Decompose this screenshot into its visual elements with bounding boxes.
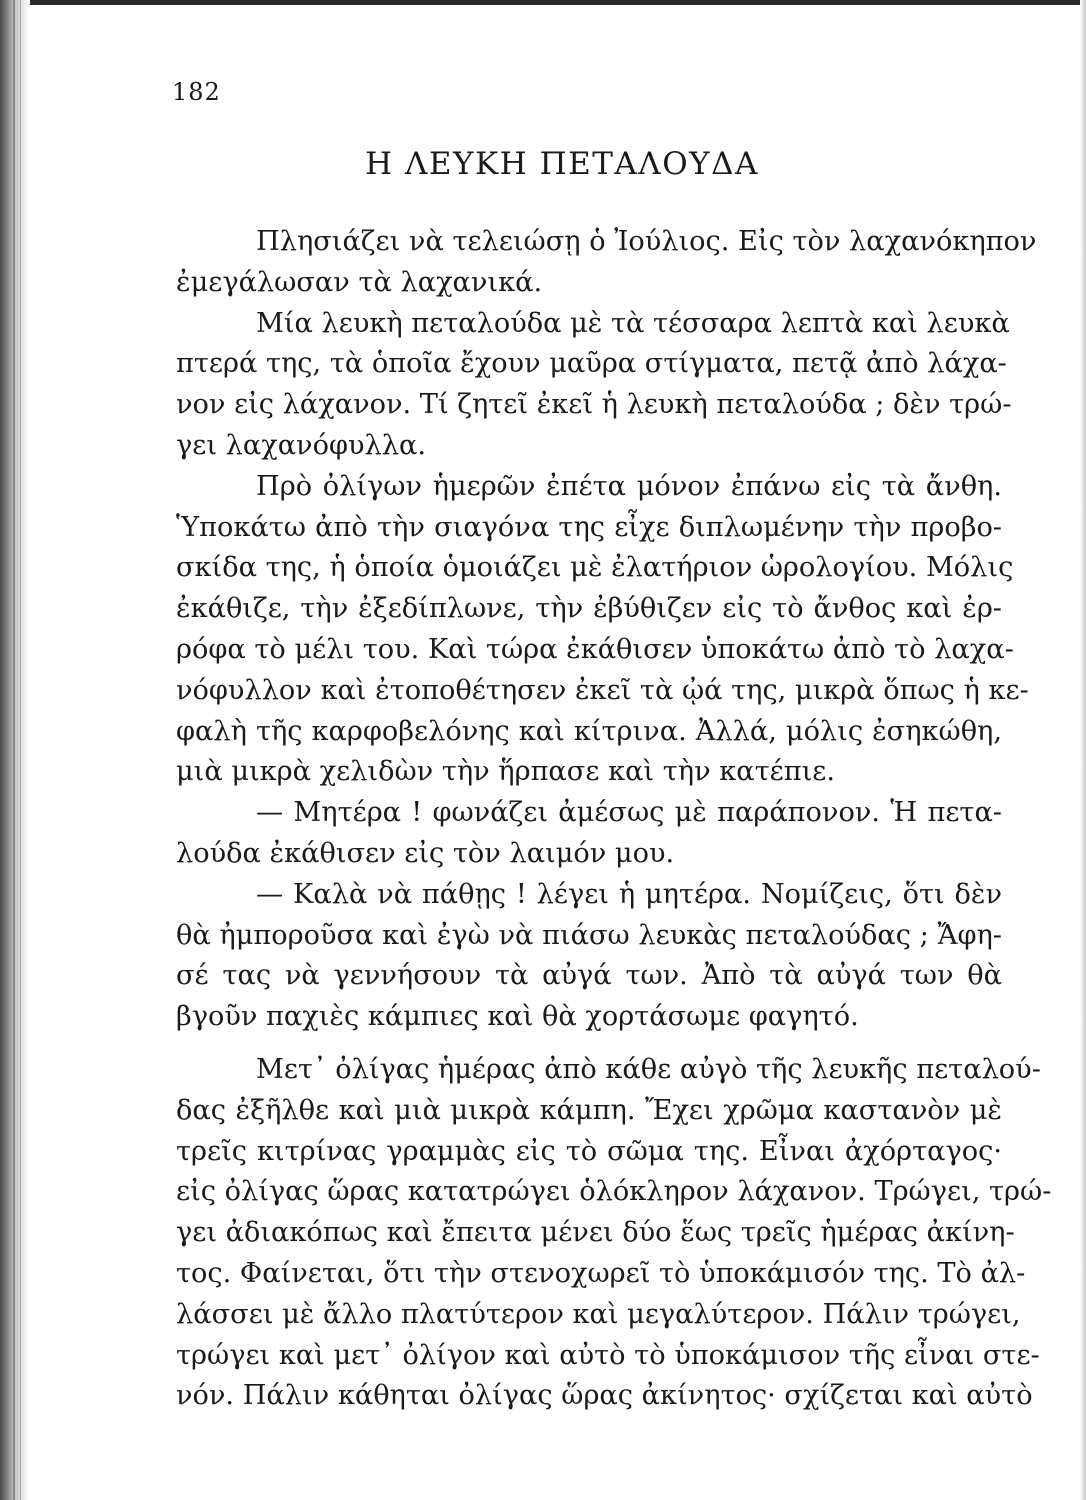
text-line: βγοῦν παχιὲς κάμπιες καὶ θὰ χορτάσωμε φαγητό. [176,1001,859,1033]
text-line: σέ τας νὰ γεννήσουν τὰ αὐγά των. Ἀπὸ τὰ αὐγά των θὰ [176,960,1002,992]
text-line: νον εἰς λάχανον. Τί ζητεῖ ἐκεῖ ἡ λευκὴ πεταλούδα ; δὲν τρώ- [176,389,1012,421]
text-line: γει ἀδιακόπως καὶ ἔπειτα μένει δύο ἕως τρεῖς ἡμέρας ἀκίνη- [176,1217,1015,1249]
text-line: Μετ᾿ ὀλίγας ἡμέρας ἀπὸ κάθε αὐγὸ τῆς λευκῆς πεταλού- [256,1053,1041,1085]
text-line: τρεῖς κιτρίνας γραμμὰς εἰς τὸ σῶμα της. Εἶναι ἀχόρταγος· [176,1135,1002,1167]
page-number: 182 [172,78,221,106]
book-spine-shadow [0,0,30,1500]
text-line: πτερά της, τὰ ὁποῖα ἔχουν μαῦρα στίγματα, πετᾷ ἀπὸ λάχα- [176,348,1007,380]
text-line: Μία λευκὴ πεταλούδα μὲ τὰ τέσσαρα λεπτὰ καὶ λευκὰ [256,307,1010,339]
text-line: Πλησιάζει νὰ τελειώσῃ ὁ Ἰούλιος. Εἰς τὸν λαχανόκηπον [256,226,1037,257]
text-line: — Μητέρα ! φωνάζει ἀμέσως μὲ παράπονον. Ἡ πετα- [256,797,1002,829]
text-line: φαλὴ τῆς καρφοβελόνης καὶ κίτρινα. Ἀλλά, μόλις ἐσηκώθη, [176,715,1002,747]
text-line: θὰ ἠμποροῦσα καὶ ἐγὼ νὰ πιάσω λευκὰς πεταλούδας ; Ἄφη- [176,919,1002,951]
text-line: Πρὸ ὀλίγων ἡμερῶν ἐπέτα μόνον ἐπάνω εἰς τὰ ἄνθη. [256,470,1002,502]
chapter-title: Η ΛΕΥΚΗ ΠΕΤΑΛΟΥΔΑ [365,146,759,182]
text-line: δας ἐξῆλθε καὶ μιὰ μικρὰ κάμπη. Ἔχει χρῶμα καστανὸν μὲ [176,1094,1002,1126]
text-line: μιὰ μικρὰ χελιδὼν τὴν ἥρπασε καὶ τὴν κατέπιε. [176,756,835,788]
spine-crease-line [20,0,21,1500]
text-line: τρώγει καὶ μετ᾿ ὀλίγον καὶ αὐτὸ τὸ ὑποκάμισον τῆς εἶναι στε- [176,1339,1040,1371]
text-line: λούδα ἐκάθισεν εἰς τὸν λαιμόν μου. [176,837,675,869]
page-top-edge [0,0,1086,5]
text-line: Ὑποκάτω ἀπὸ τὴν σιαγόνα της εἶχε διπλωμένην τὴν προβο- [176,511,1002,543]
text-line: — Καλὰ νὰ πάθῃς ! λέγει ἡ μητέρα. Νομίζεις, ὅτι δὲν [256,878,1002,910]
text-line: γει λαχανόφυλλα. [176,429,426,461]
text-line: ἐμεγάλωσαν τὰ λαχανικά. [176,266,543,298]
text-line: ρόφα τὸ μέλι του. Καὶ τώρα ἐκάθισεν ὑποκάτω ἀπὸ τὸ λαχα- [176,633,1014,665]
text-line: σκίδα της, ἡ ὁποία ὁμοιάζει μὲ ἐλατήριον ὡρολογίου. Μόλις [176,552,1014,584]
spine-crease-line [13,0,15,1500]
text-line: λάσσει μὲ ἄλλο πλατύτερον καὶ μεγαλύτερον. Πάλιν τρώγει, [176,1298,1021,1330]
page-right-edge [1080,0,1086,1500]
text-line: τος. Φαίνεται, ὅτι τὴν στενοχωρεῖ τὸ ὑποκάμισόν της. Τὸ ἀλ- [176,1257,1026,1289]
text-line: εἰς ὀλίγας ὥρας κατατρώγει ὁλόκληρον λάχανον. Τρώγει, τρώ- [176,1176,1052,1208]
text-line: νόφυλλον καὶ ἐτοποθέτησεν ἐκεῖ τὰ ᾠά της, μικρὰ ὅπως ἡ κε- [176,674,1029,706]
body-text [176,222,1052,1417]
text-line: νόν. Πάλιν κάθηται ὀλίγας ὥρας ἀκίνητος· σχίζεται καὶ αὐτὸ [176,1380,1033,1412]
text-line: ἐκάθιζε, τὴν ἐξεδίπλωνε, τὴν ἐβύθιζεν εἰς τὸ ἄνθος καὶ ἐρ- [176,593,1002,625]
